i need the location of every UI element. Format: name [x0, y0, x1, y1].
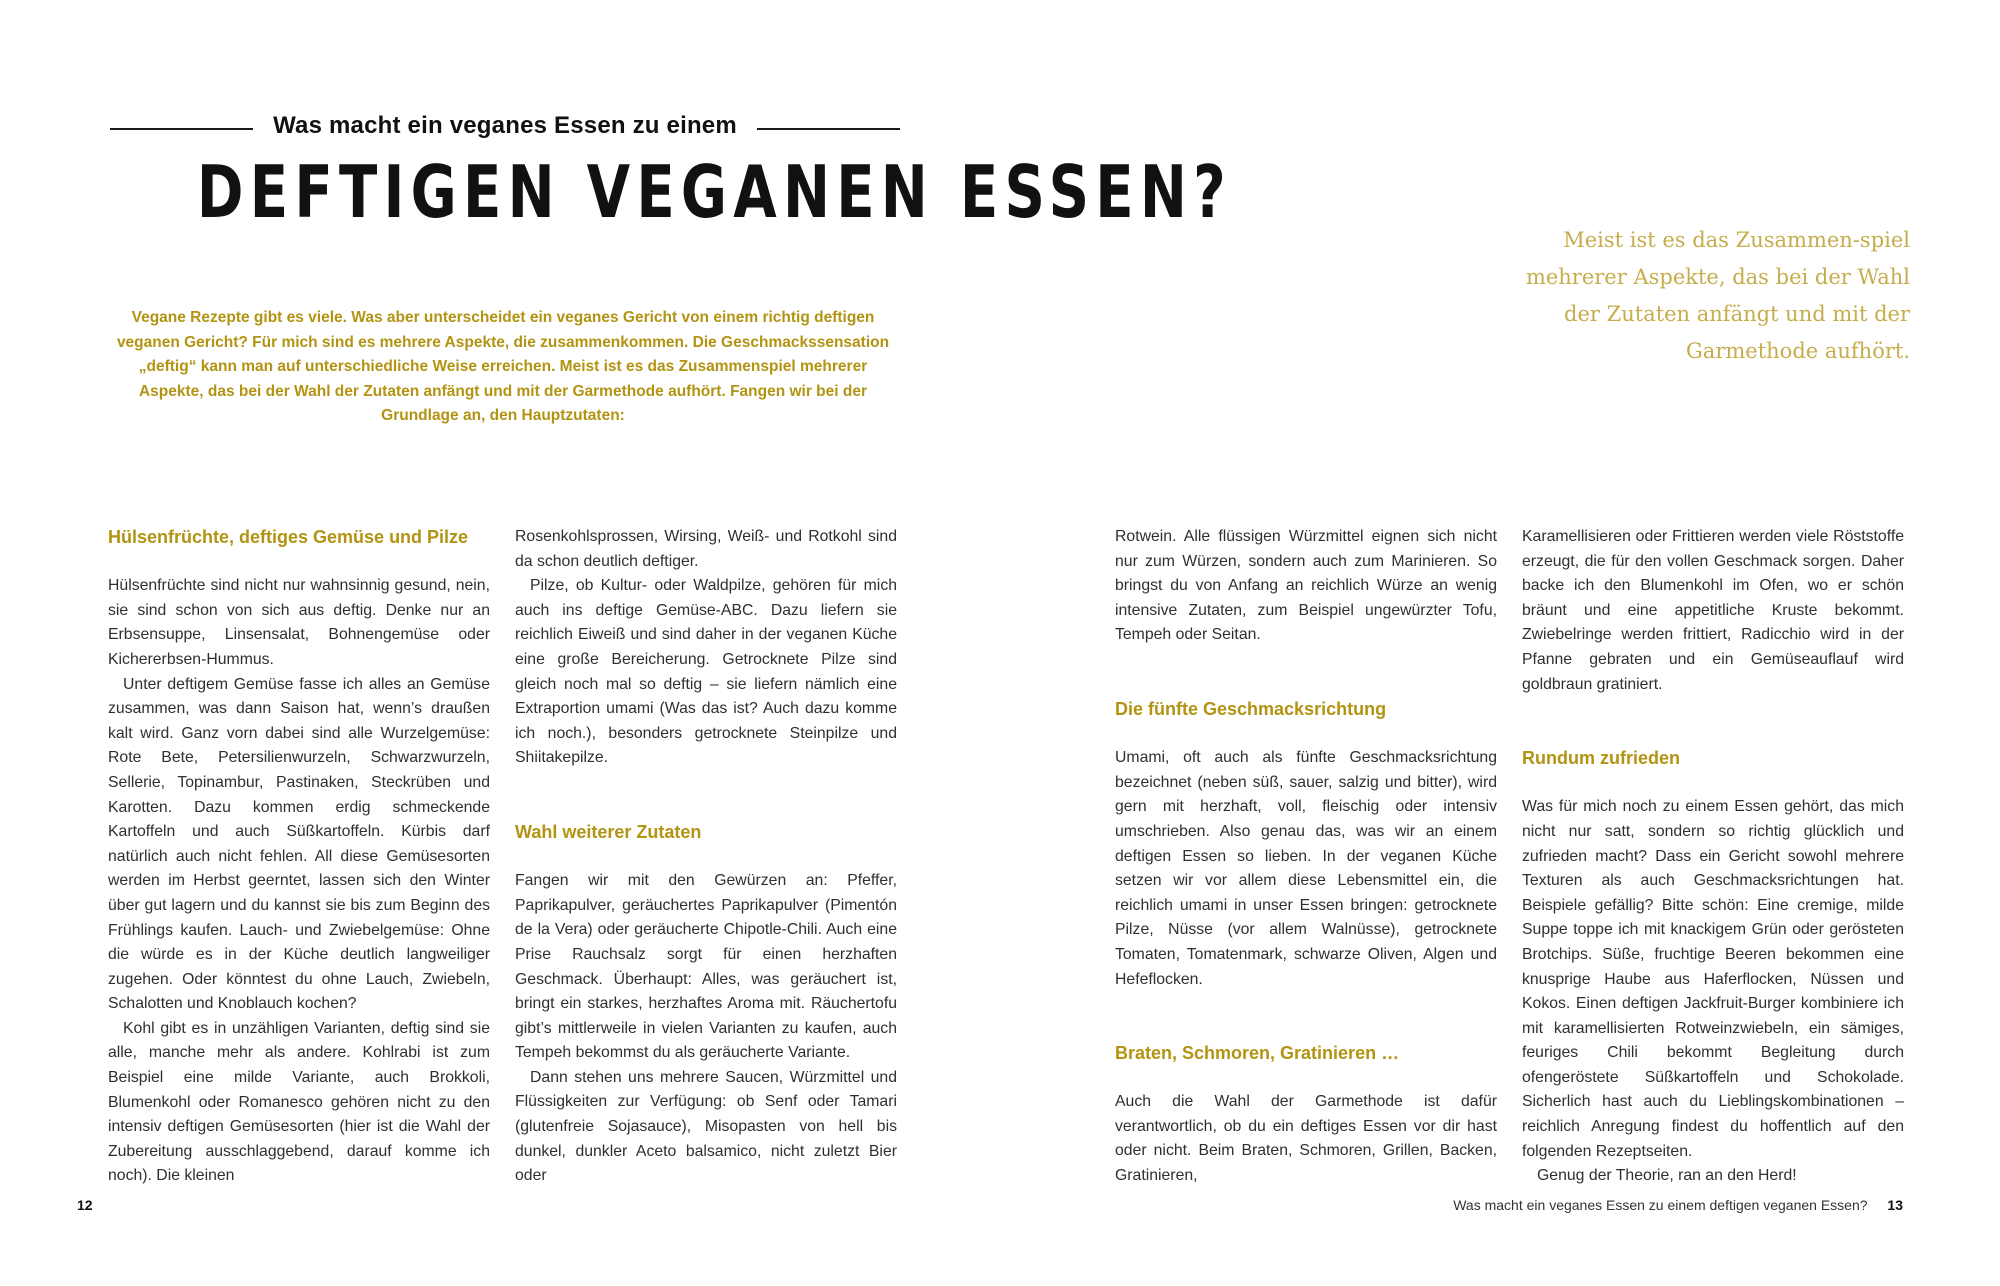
- body-paragraph: Karamellisieren oder Frittieren werden viele Röststoffe erzeugt, die für den vollen Geschmack sorgen. Daher backe ich den Blumenkohl im Ofen, wo er schön bräunt und eine appetitliche Kruste bekommt. Zwiebelringe werden frittiert, Radicchio wird in der Pfanne gebraten und ein Gemüseauflauf wird goldbraun gratiniert.: [1522, 528, 1904, 693]
- section-heading: Die fünfte Geschmacksrichtung: [1115, 698, 1387, 719]
- headline-rule-left: [110, 128, 253, 130]
- pull-quote: Meist ist es das Zusammen-spiel mehrerer Aspekte, das bei der Wahl der Zutaten anfängt und mit der Garmethode aufhört.: [1525, 228, 1910, 363]
- body-paragraph: Rotwein. Alle flüssigen Würzmittel eignen sich nicht nur zum Würzen, sondern auch zum Marinieren. So bringst du von Anfang an reichlich Würze an wenig intensive Zutaten, zum Beispiel ungewürzter Tofu, Tempeh oder Seitan.: [1115, 528, 1497, 644]
- section-heading: Rundum zufrieden: [1522, 748, 1680, 769]
- body-paragraph: Genug der Theorie, ran an den Herd!: [1537, 1167, 1797, 1185]
- page-number-right: 13: [1887, 1197, 1903, 1213]
- text-column-4: [1522, 525, 1904, 1189]
- body-paragraph: Dann stehen uns mehrere Saucen, Würzmittel und Flüssigkeiten zur Verfügung: ob Senf oder Tamari (glutenfreie Sojasauce), Misopasten von hell bis dunkel, dunkler Aceto balsamico, nicht zuletzt Bier oder: [515, 1068, 897, 1185]
- section-heading: Braten, Schmoren, Gratinieren …: [1115, 1043, 1400, 1064]
- body-paragraph: Kohl gibt es in unzähligen Varianten, deftig sind sie alle, manche mehr als andere. Kohlrabi ist zum Beispiel eine milde Variante, auch Brokkoli, Blumenkohl oder Romanesco gehören nicht zu den intensiv deftigen Gemüsesorten (hier ist die Wahl der Zubereitung ausschlaggebend, darauf komme ich noch). Die kleinen: [108, 1019, 490, 1185]
- running-title: [1453, 1197, 1903, 1213]
- running-title-text: Was macht ein veganes Essen zu einem deftigen veganen Essen?: [1453, 1197, 1868, 1213]
- body-paragraph: Rosenkohlsprossen, Wirsing, Weiß- und Rotkohl sind da schon deutlich deftiger.: [515, 528, 897, 570]
- body-paragraph: Fangen wir mit den Gewürzen an: Pfeffer, Paprikapulver, geräuchertes Paprikapulver (Pimentón de la Vera) oder geräucherte Chipotle-Chili. Auch eine Prise Rauchsalz sorgt für einen herzhaften Geschmack. Überhaupt: Alles, was geräuchert ist, bringt ein starkes, herzhaftes Aroma mit. Räuchertofu gibt’s mittlerweile in vielen Varianten zu kaufen, auch Tempeh bekommst du als geräucherte Variante.: [515, 872, 897, 1062]
- intro-paragraph: Vegane Rezepte gibt es viele. Was aber unterscheidet ein veganes Gericht von einem richtig deftigen veganen Gericht? Für mich sind es mehrere Aspekte, die zusammenkommen. Die Geschmackssensation „deftig“ kann man auf unterschiedliche Weise erreichen. Meist ist es das Zusammenspiel mehrerer Aspekte, das bei der Wahl der Zutaten anfängt und mit der Garmethode aufhört. Fangen wir bei der Grundlage an, den Hauptzutaten:: [116, 309, 890, 424]
- body-paragraph: Pilze, ob Kultur- oder Waldpilze, gehören für mich auch ins deftige Gemüse-ABC. Dazu liefern sie reichlich Eiweiß und sind daher in der veganen Küche eine große Bereicherung. Getrocknete Pilze sind gleich noch mal so deftig – sie liefern nämlich eine Extraportion umami (Was das ist? Auch dazu komme ich noch.), besonders getrocknete Steinpilze und Shiitakepilze.: [515, 577, 897, 767]
- text-column-1: [108, 525, 490, 1189]
- body-paragraph: Was für mich noch zu einem Essen gehört, das mich nicht nur satt, sondern so richtig glücklich und zufrieden macht? Dass ein Gericht sowohl mehrere Texturen als auch Geschmacksrichtungen hat. Beispiele gefällig? Bitte schön: Eine cremige, milde Suppe toppe ich mit knackigem Grün oder gerösteten Brotchips. Süße, fruchtige Beeren bekommen eine knusprige Haube aus Haferflocken, Nüssen und Kokos. Einen deftigen Jackfruit-Burger kombiniere ich mit karamellisierten Rotweinzwiebeln, ein sämiges, feuriges Chili bekommt Begleitung durch ofengeröstete Süßkartoffeln und Schokolade. Sicherlich hast auch du Lieblingskombinationen – reichlich Anregung findest du hoffentlich auf den folgenden Rezeptseiten.: [1522, 798, 1904, 1160]
- section-heading: Wahl weiterer Zutaten: [515, 821, 702, 842]
- section-heading: Hülsenfrüchte, deftiges Gemüse und Pilze: [108, 527, 469, 547]
- headline-subtitle: Was macht ein veganes Essen zu einem: [273, 112, 737, 139]
- text-column-3: [1115, 525, 1497, 1189]
- text-column-2: [515, 525, 897, 1189]
- body-paragraph: Auch die Wahl der Garmethode ist dafür verantwortlich, ob du ein deftiges Essen vor dir hast oder nicht. Beim Braten, Schmoren, Grillen, Backen, Gratinieren,: [1115, 1093, 1497, 1185]
- body-paragraph: Hülsenfrüchte sind nicht nur wahnsinnig gesund, nein, sie sind schon von sich aus deftig. Denke nur an Erbsensuppe, Linsensalat, Bohnengemüse oder Kichererbsen-Hummus.: [108, 577, 490, 668]
- page-title: DEFTIGEN VEGANEN ESSEN?: [196, 150, 1232, 234]
- headline-rule-right: [757, 128, 900, 130]
- page-number-left: 12: [77, 1197, 93, 1213]
- body-paragraph: Unter deftigem Gemüse fasse ich alles an Gemüse zusammen, was dann Saison hat, wenn’s draußen kalt wird. Ganz vorn dabei sind alle Wurzelgemüse: Rote Bete, Petersilienwurzeln, Schwarzwurzeln, Sellerie, Topinambur, Pastinaken, Steckrüben und Karotten. Dazu kommen erdig schmeckende Kartoffeln und auch Süßkartoffeln. Kürbis darf natürlich auch nicht fehlen. All diese Gemüsesorten werden im Herbst geerntet, lassen sich den Winter über gut lagern und du kannst sie bis zum Beginn des Frühlings kaufen. Lauch- und Zwiebelgemüse: Ohne die würde es in der Küche deutlich langweiliger zugehen. Oder könntest du ohne Lauch, Zwiebeln, Schalotten und Knoblauch kochen?: [108, 675, 490, 1013]
- body-paragraph: Umami, oft auch als fünfte Geschmacksrichtung bezeichnet (neben süß, sauer, salzig und bitter), wird gern mit herzhaft, voll, fleischig oder intensiv umschrieben. Also genau das, was wir an einem deftigen Essen so lieben. In der veganen Küche setzen wir vor allem diese Lebensmittel ein, die reichlich umami in unser Essen bringen: getrocknete Pilze, Nüsse (vor allem Walnüsse), getrocknete Tomaten, Tomatenmark, schwarze Oliven, Algen und Hefeflocken.: [1115, 749, 1497, 988]
